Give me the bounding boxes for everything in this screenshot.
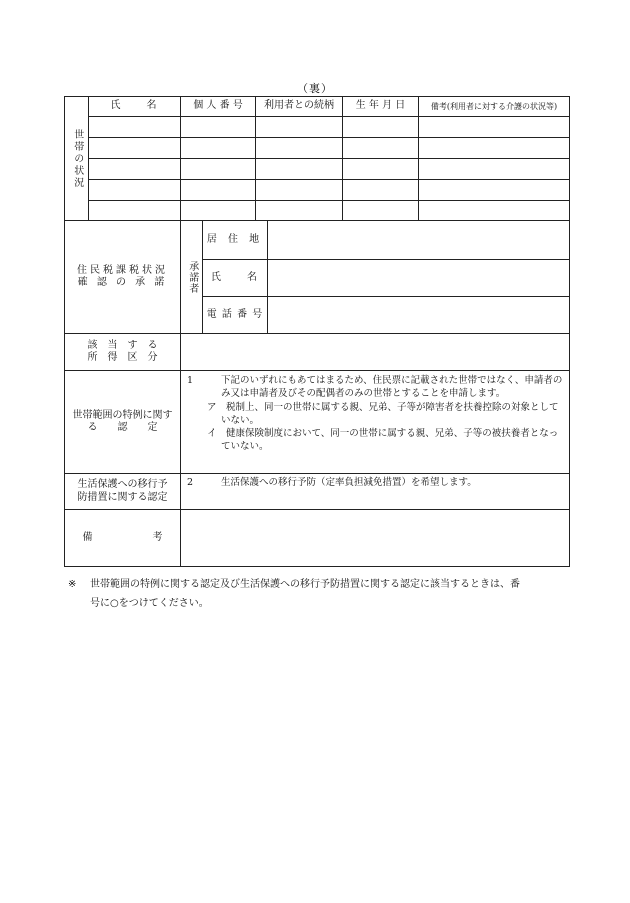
welfare-transition-label — [64, 473, 181, 510]
header-remarks: 備考(利用者に対する介護の状況等) — [418, 96, 570, 117]
household-section-label — [64, 96, 89, 221]
phone-field[interactable] — [267, 296, 570, 334]
footnote — [68, 575, 588, 613]
remarks-label: 備 考 — [64, 509, 181, 567]
income-category-label-line2: 所 得 区 分 — [87, 352, 158, 363]
tax-consent-label-line1: 住民税課税状況 — [77, 264, 168, 276]
household-row-4-remarks[interactable] — [418, 179, 570, 201]
household-row-1-name[interactable] — [88, 116, 181, 138]
household-row-5-birthdate[interactable] — [342, 200, 419, 221]
household-row-1-relationship[interactable] — [255, 116, 343, 138]
household-row-2-name[interactable] — [88, 137, 181, 159]
footnote-mark: ※ — [68, 579, 77, 590]
household-exception-label — [64, 370, 181, 474]
consenter-name-field[interactable] — [267, 259, 570, 297]
household-row-4-personal-number[interactable] — [180, 179, 256, 201]
income-category-label — [64, 333, 181, 371]
consenter-label — [180, 220, 203, 334]
household-row-2-personal-number[interactable] — [180, 137, 256, 159]
household-row-3-birthdate[interactable] — [342, 158, 419, 180]
household-exception-sub-i: イ 健康保険制度において、同一の世帯に属する親、兄弟、子等の被扶養者となっていない。 — [207, 428, 559, 453]
household-row-1-personal-number[interactable] — [180, 116, 256, 138]
household-row-4-relationship[interactable] — [255, 179, 343, 201]
footnote-line2: 号に○をつけてください。 — [90, 598, 209, 609]
household-row-4-name[interactable] — [88, 179, 181, 201]
household-row-1-birthdate[interactable] — [342, 116, 419, 138]
footnote-line1: 世帯範囲の特例に関する認定及び生活保護への移行予防措置に関する認定に該当するときは、番 — [90, 579, 520, 590]
welfare-transition-content — [180, 473, 570, 510]
household-row-1-remarks[interactable] — [418, 116, 570, 138]
household-row-4-birthdate[interactable] — [342, 179, 419, 201]
household-row-3-remarks[interactable] — [418, 158, 570, 180]
welfare-transition-item-text: 生活保護への移行予防（定率負担減免措置）を希望します。 — [221, 477, 477, 488]
household-exception-label-line1: 世帯範囲の特例に関す — [72, 409, 173, 421]
remarks-field[interactable] — [180, 509, 570, 567]
household-row-2-relationship[interactable] — [255, 137, 343, 159]
header-personal-number: 個 人 番 号 — [180, 96, 256, 117]
household-row-3-name[interactable] — [88, 158, 181, 180]
tax-consent-label-line2: 確 認 の 承 諾 — [77, 277, 168, 288]
welfare-transition-label-line2: 防措置に関する認定 — [77, 491, 168, 503]
household-exception-item-text: 下記のいずれにもあてはまるため、住民票に記載された世帯ではなく、申請者のみ又は申請者及びその配偶者のみの世帯とすることを申請します。 — [221, 375, 563, 400]
household-row-3-personal-number[interactable] — [180, 158, 256, 180]
address-label: 居 住 地 — [202, 220, 268, 260]
household-exception-sub-a: ア 税制上、同一の世帯に属する親、兄弟、子等が障害者を扶養控除の対象としていない。 — [207, 401, 559, 426]
household-exception-content — [180, 370, 570, 474]
welfare-transition-label-line1: 生活保護への移行予 — [77, 479, 168, 490]
header-relationship: 利用者との続柄 — [255, 96, 343, 117]
tax-consent-label — [64, 220, 181, 334]
welfare-transition-item-number[interactable]: 2 — [187, 477, 194, 488]
phone-label: 電 話 番 号 — [202, 296, 268, 334]
household-exception-label-line2: る 認 定 — [87, 422, 158, 433]
header-birthdate: 生 年 月 日 — [342, 96, 419, 117]
household-section-text: 世帯の状況 — [71, 128, 83, 189]
household-row-5-personal-number[interactable] — [180, 200, 256, 221]
address-field[interactable] — [267, 220, 570, 260]
page-label: （裏） — [297, 82, 333, 95]
header-name: 氏 名 — [88, 96, 181, 117]
household-exception-item-number[interactable]: 1 — [187, 375, 194, 386]
household-row-2-birthdate[interactable] — [342, 137, 419, 159]
household-row-3-relationship[interactable] — [255, 158, 343, 180]
income-category-field[interactable] — [180, 333, 570, 371]
consenter-label-text: 承諾者 — [186, 260, 198, 294]
household-row-5-relationship[interactable] — [255, 200, 343, 221]
household-row-5-remarks[interactable] — [418, 200, 570, 221]
income-category-label-line1: 該 当 す る — [87, 339, 158, 351]
household-row-5-name[interactable] — [88, 200, 181, 221]
household-row-2-remarks[interactable] — [418, 137, 570, 159]
consenter-name-label: 氏 名 — [202, 259, 268, 297]
